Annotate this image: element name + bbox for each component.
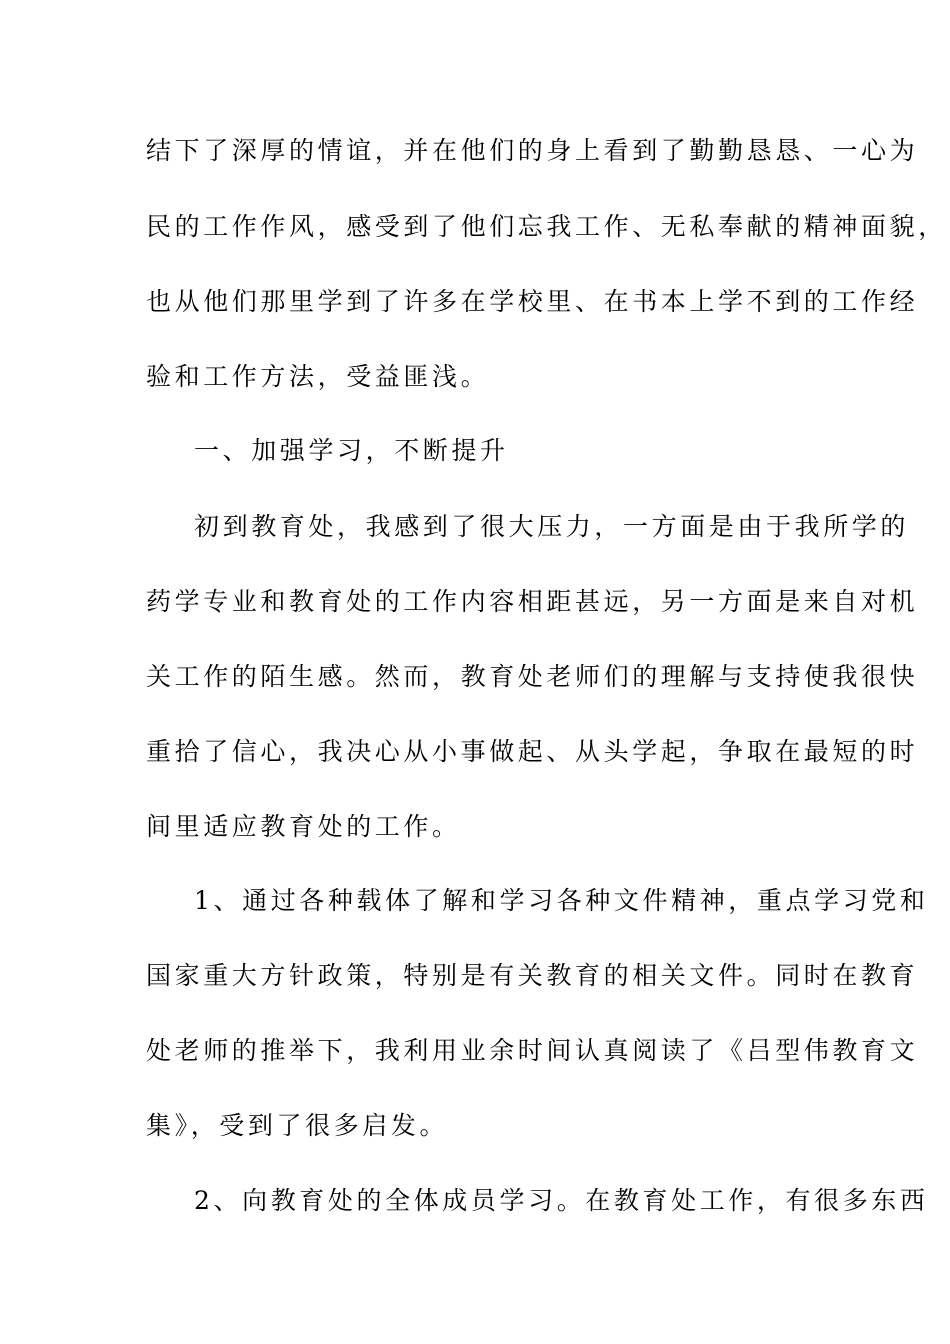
paragraph-line: 验和工作方法，受益匪浅。 [146, 362, 490, 391]
paragraph-line: 初到教育处，我感到了很大压力，一方面是由于我所学的 [194, 512, 910, 541]
paragraph-line: 间里适应教育处的工作。 [146, 812, 461, 841]
paragraph-line: 1、通过各种载体了解和学习各种文件精神，重点学习党和 [194, 886, 929, 915]
section-heading: 一、加强学习，不断提升 [194, 436, 509, 465]
paragraph-line: 2、向教育处的全体成员学习。在教育处工作，有很多东西 [194, 1186, 929, 1215]
paragraph-line: 国家重大方针政策，特别是有关教育的相关文件。同时在教育 [146, 961, 919, 990]
paragraph-line: 也从他们那里学到了许多在学校里、在书本上学不到的工作经 [146, 287, 919, 316]
paragraph-line: 民的工作作风，感受到了他们忘我工作、无私奉献的精神面貌， [146, 212, 947, 241]
paragraph-line: 药学专业和教育处的工作内容相距甚远，另一方面是来自对机 [146, 587, 919, 616]
paragraph-line: 结下了深厚的情谊，并在他们的身上看到了勤勤恳恳、一心为 [146, 136, 919, 165]
paragraph-line: 关工作的陌生感。然而，教育处老师们的理解与支持使我很快 [146, 662, 919, 691]
paragraph-line: 处老师的推举下，我利用业余时间认真阅读了《吕型伟教育文 [146, 1036, 919, 1065]
paragraph-line: 集》，受到了很多启发。 [146, 1111, 449, 1140]
paragraph-line: 重拾了信心，我决心从小事做起、从头学起，争取在最短的时 [146, 737, 919, 766]
